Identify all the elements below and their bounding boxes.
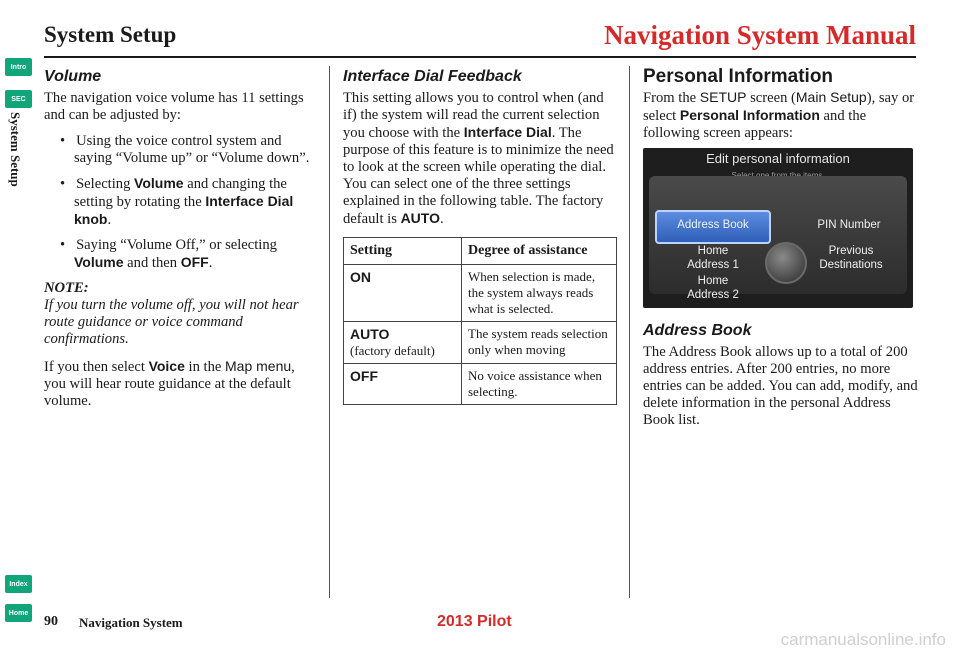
menu-previous-destinations[interactable]: Previous Destinations: [819, 245, 883, 271]
column-divider-2: [629, 66, 630, 598]
table-row: [344, 322, 617, 364]
menu-home-address-2[interactable]: Home Address 2: [687, 275, 739, 301]
column-dial-feedback: [343, 68, 617, 405]
edit-personal-info-screenshot: [643, 148, 913, 308]
screen-menu-panel: [649, 176, 907, 301]
header-divider: [44, 56, 916, 58]
table-cell-setting: ON: [344, 265, 462, 322]
note-title: NOTE:: [44, 280, 89, 296]
dial-feedback-paragraph: This setting allows you to control when (and if) the system will read the current selection you choose with the Interface Dial. The purpose of this feature is to minimize the need to look at the screen while operating the dial. You can select one of the three settings explained in the following table. The factory default is AUTO.: [343, 90, 614, 227]
volume-bullet-3: • Saying “Volume Off,” or selecting Volume and then OFF.: [60, 237, 277, 271]
header-manual-title: Navigation System Manual: [603, 20, 916, 50]
table-row: [344, 265, 617, 322]
model-label: 2013 Pilot: [437, 613, 512, 630]
column-personal-info: [643, 68, 921, 438]
dial-feedback-heading: Interface Dial Feedback: [343, 68, 522, 85]
home-tab[interactable]: Home: [5, 604, 32, 622]
personal-info-heading: Personal Information: [643, 66, 834, 87]
voice-paragraph: If you then select Voice in the Map menu, you will hear route guidance at the default volume.: [44, 358, 295, 409]
header-section-title: System Setup: [44, 22, 177, 47]
personal-info-paragraph: From the SETUP screen (Main Setup), say or select Personal Information and the following screen appears:: [643, 89, 915, 141]
sec-tab[interactable]: SEC: [5, 90, 32, 108]
footer-text: Navigation System: [79, 615, 183, 630]
table-cell-setting: OFF: [344, 364, 462, 405]
table-cell-desc: The system reads selection only when moving: [462, 322, 617, 364]
table-header-row: [344, 238, 617, 265]
page-number: 90: [44, 614, 58, 629]
table-cell-desc: When selection is made, the system always reads what is selected.: [462, 265, 617, 322]
volume-bullet-2: • Selecting Volume and changing the setting by rotating the Interface Dial knob.: [60, 175, 294, 228]
volume-heading: Volume: [44, 68, 102, 85]
table-header-degree: Degree of assistance: [462, 238, 617, 265]
address-book-paragraph: The Address Book allows up to a total of 200 address entries. After 200 entries, no more entries can be added. You can add, modify, and delete information in the personal Address Book list.: [643, 344, 918, 428]
screen-title: Edit personal information: [706, 151, 850, 166]
note-text: If you turn the volume off, you will not hear route guidance or voice command confirmations.: [44, 297, 299, 347]
table-cell-desc: No voice assistance when selecting.: [462, 364, 617, 405]
menu-home-address-1[interactable]: Home Address 1: [687, 245, 739, 271]
volume-intro: The navigation voice volume has 11 settings and can be adjusted by:: [44, 90, 304, 123]
side-section-label: System Setup: [8, 112, 23, 187]
table-row: [344, 364, 617, 405]
settings-table: [343, 237, 617, 405]
volume-bullet-1: • Using the voice control system and saying “Volume up” or “Volume down”.: [60, 133, 310, 166]
watermark: carmanualsonline.info: [780, 630, 946, 649]
intro-tab[interactable]: Intro: [5, 58, 32, 76]
table-cell-setting: AUTO (factory default): [344, 322, 462, 364]
menu-pin-number[interactable]: PIN Number: [817, 219, 881, 231]
table-header-setting: Setting: [344, 238, 462, 265]
index-tab[interactable]: Index: [5, 575, 32, 593]
dial-knob-icon: [765, 242, 807, 284]
column-volume: [44, 68, 316, 419]
menu-address-book[interactable]: Address Book: [677, 219, 749, 231]
column-divider-1: [329, 66, 330, 598]
address-book-heading: Address Book: [643, 322, 752, 339]
